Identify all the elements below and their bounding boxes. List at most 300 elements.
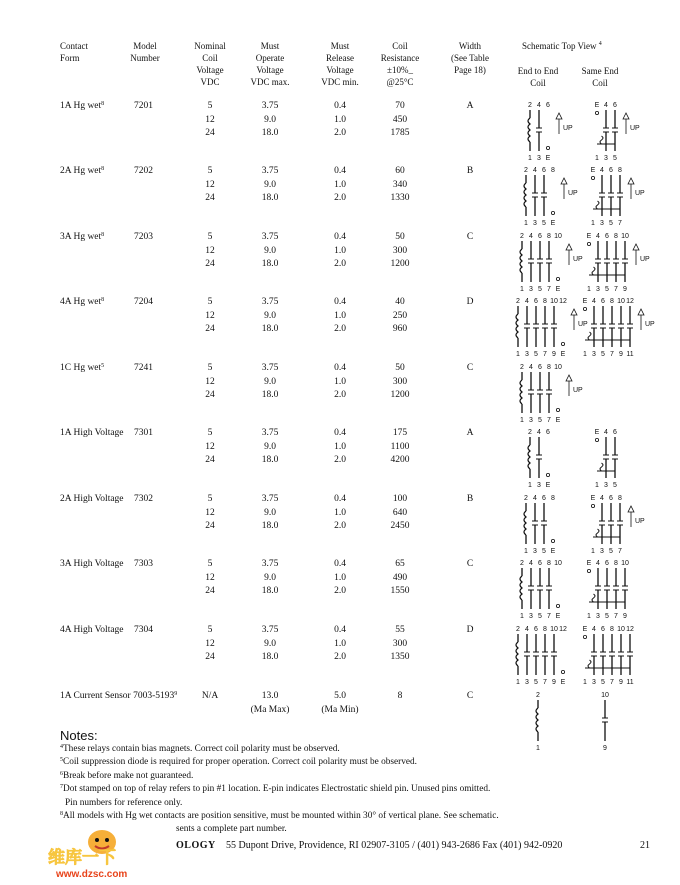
pin-label: 10: [617, 298, 625, 305]
note-number: 8: [60, 811, 63, 817]
release-voltage-cell: [310, 690, 370, 717]
nominal-voltage-cell-value: 12: [205, 179, 215, 190]
pin-label: E: [560, 351, 566, 358]
width-cell: [440, 296, 500, 310]
same-end-schematic: [587, 493, 649, 555]
pin-label: 11: [626, 679, 634, 686]
pin-label: 7: [610, 351, 614, 358]
pin-label: 3: [529, 286, 533, 293]
pin-label: 10: [550, 626, 558, 633]
release-voltage-cell: [310, 296, 370, 337]
pin-label: E: [550, 548, 556, 555]
width-cell: [440, 100, 500, 114]
coil-resistance-cell-value: 1100: [390, 441, 410, 452]
release-voltage-cell-value: 0.4: [334, 232, 346, 242]
note-text: These relays contain bias magnets. Correct coil polarity must be observed.: [63, 744, 340, 754]
coil-winding: [600, 136, 603, 144]
coil-resistance-header-line: Coil: [392, 41, 408, 51]
operate-voltage-cell: [240, 296, 300, 337]
model-number-cell-value: 7301: [134, 428, 153, 438]
footnote-ref: 8: [101, 297, 105, 303]
coil-resistance-cell: [370, 558, 430, 599]
release-voltage-cell-value: 2.0: [334, 586, 346, 596]
nominal-voltage-cell-value: 12: [205, 507, 215, 518]
coil-winding: [596, 201, 599, 209]
pin-label: 5: [609, 220, 613, 227]
coil-resistance-cell-value: 4200: [390, 455, 410, 465]
pin-label: 12: [626, 626, 634, 633]
up-arrow-icon: [571, 309, 577, 315]
pin-label: 1: [516, 679, 520, 686]
pin-label: 4: [533, 495, 537, 502]
contact-form-text: 1C Hg wet: [60, 363, 102, 373]
header-nominal-coil: [180, 40, 240, 88]
contact-form-cell: [60, 231, 104, 245]
pin-label: 8: [610, 298, 614, 305]
release-voltage-cell-value: 0.4: [334, 494, 346, 504]
model-number-cell-value: 7303: [134, 559, 153, 569]
width-cell: [440, 558, 500, 572]
nominal-voltage-cell-value: 24: [205, 324, 215, 334]
pin-label: 2: [520, 233, 524, 240]
width-header-line: Page 18): [454, 65, 486, 75]
nominal-voltage-cell-value: 5: [207, 101, 213, 111]
pin-label: 2: [528, 429, 532, 436]
nominal-voltage-cell: [180, 558, 240, 599]
release-voltage-cell-value: 0.4: [334, 166, 346, 176]
shield-pin-circle: [556, 277, 559, 280]
release-voltage-cell-value: 0.4: [334, 625, 346, 635]
end-to-end-schematic: [524, 427, 559, 489]
pin-label: E: [590, 495, 596, 502]
must-operate-header-line: Must: [260, 41, 280, 51]
contact-form-text: 1A Current Sensor 7003-5193: [60, 691, 175, 701]
width-cell-value: A: [466, 101, 474, 111]
same-end-schematic: [591, 100, 644, 162]
shield-pin-circle: [595, 111, 598, 114]
pin-label: 10: [621, 560, 629, 567]
width-cell-value: B: [466, 166, 474, 176]
pin-label: 3: [604, 155, 608, 162]
operate-voltage-cell-value: 18.0: [261, 521, 279, 531]
note-item: [176, 823, 287, 836]
pin-label: 7: [543, 679, 547, 686]
coil-winding: [596, 529, 599, 537]
width-cell: [440, 624, 500, 638]
up-label: UP: [635, 518, 645, 525]
operate-voltage-cell-value: 3.75: [261, 101, 279, 111]
nominal-voltage-cell: [180, 690, 240, 704]
pin-label: 3: [592, 351, 596, 358]
operate-voltage-cell-value: 3.75: [261, 297, 279, 307]
pin-label: 5: [613, 155, 617, 162]
nominal-voltage-cell: [180, 296, 240, 337]
nominal-coil-header-line: Nominal: [194, 41, 226, 51]
coil-resistance-cell: [370, 296, 430, 337]
pin-label: 7: [547, 286, 551, 293]
shield-pin-circle: [546, 146, 549, 149]
coil-resistance-cell-value: 250: [392, 310, 408, 321]
pin-label: 2: [536, 692, 540, 699]
up-label: UP: [563, 125, 573, 132]
pin-label: 6: [609, 495, 613, 502]
pin-label: 3: [604, 482, 608, 489]
nominal-voltage-cell: [180, 493, 240, 534]
width-cell: [440, 165, 500, 179]
pin-label: E: [555, 286, 561, 293]
pin-label: 5: [538, 286, 542, 293]
pin-label: 3: [596, 286, 600, 293]
pin-label: 5: [538, 417, 542, 424]
pin-label: 4: [529, 233, 533, 240]
pin-label: E: [555, 613, 561, 620]
release-voltage-cell-value: 1.0: [334, 310, 346, 321]
same-end-schematic: [579, 624, 641, 686]
operate-voltage-cell-value: 3.75: [261, 625, 279, 635]
up-arrow-icon: [638, 309, 644, 315]
pin-label: 2: [516, 298, 520, 305]
model-number-cell: [134, 165, 153, 179]
nominal-voltage-cell-value: 12: [205, 638, 215, 649]
nominal-coil-header-line: Voltage: [196, 65, 224, 75]
coil-resistance-cell-value: 175: [392, 428, 408, 438]
header-end-to-end: [508, 65, 568, 89]
footnote-ref: 5: [101, 363, 105, 369]
nominal-voltage-cell-value: 24: [205, 193, 215, 203]
release-voltage-cell-value: 1.0: [334, 638, 346, 649]
same-end-schematic: [583, 558, 636, 620]
pin-label: 8: [547, 233, 551, 240]
pin-label: 4: [604, 102, 608, 109]
pin-label: 3: [600, 220, 604, 227]
up-label: UP: [578, 321, 588, 328]
pin-label: 9: [552, 679, 556, 686]
pin-label: E: [586, 560, 592, 567]
width-cell: [440, 427, 500, 441]
operate-voltage-cell-value: 9.0: [264, 179, 276, 190]
width-cell: [440, 690, 500, 704]
coil-resistance-cell: [370, 624, 430, 665]
relay-schematic-e2e: [524, 427, 559, 489]
relay-schematic-e2e: [520, 493, 564, 555]
must-operate-header-line: Operate: [255, 53, 285, 63]
coil-winding: [528, 445, 530, 469]
shield-pin-circle: [551, 211, 554, 214]
operate-voltage-cell-value: 9.0: [264, 572, 276, 583]
pin-label: 4: [533, 167, 537, 174]
operate-voltage-cell-value: 18.0: [261, 586, 279, 596]
contact-form-header-line: Form: [60, 53, 80, 63]
coil-resistance-cell-value: 1785: [390, 128, 410, 138]
same-end-header-line: Same End: [581, 66, 619, 76]
operate-voltage-cell-value: 18.0: [261, 128, 279, 138]
contact-form-cell: [60, 624, 124, 638]
pin-label: 10: [617, 626, 625, 633]
coil-resistance-cell-value: 70: [395, 101, 405, 111]
coil-winding: [536, 708, 538, 732]
pin-label: 1: [587, 286, 591, 293]
operate-voltage-cell-value: 18.0: [261, 324, 279, 334]
nominal-voltage-cell-value: 24: [205, 521, 215, 531]
header-schematic-title: [522, 40, 602, 52]
pin-label: 2: [520, 560, 524, 567]
release-voltage-cell-value: 0.4: [334, 101, 346, 111]
pin-label: 4: [529, 364, 533, 371]
up-arrow-icon: [566, 244, 572, 250]
model-number-cell: [134, 427, 153, 441]
pin-label: 10: [601, 692, 609, 699]
nominal-voltage-cell-value: 24: [205, 259, 215, 269]
pin-label: E: [582, 626, 588, 633]
coil-resistance-cell-value: 300: [392, 245, 408, 256]
must-operate-header-line: VDC max.: [250, 77, 290, 87]
model-number-header-line: Number: [130, 53, 160, 63]
coil-resistance-cell: [370, 690, 430, 704]
note-text: Break before make not guaranteed.: [63, 770, 194, 781]
pin-label: E: [560, 679, 566, 686]
operate-voltage-cell-value: 18.0: [261, 652, 279, 662]
shield-pin-circle: [561, 670, 564, 673]
width-cell-value: A: [466, 428, 474, 438]
pin-label: 4: [537, 429, 541, 436]
coil-resistance-cell-value: 50: [395, 232, 405, 242]
relay-schematic-same: [583, 558, 636, 620]
note-number: 7: [60, 784, 63, 791]
model-number-cell-value: 7204: [134, 297, 153, 307]
coil-resistance-header-line: @25°C: [386, 77, 414, 87]
header-must-operate: [240, 40, 300, 88]
up-label: UP: [568, 190, 578, 197]
relay-schematic-e2e: [516, 231, 587, 293]
pin-label: 12: [559, 626, 567, 633]
width-cell: [440, 231, 500, 245]
header-model-number: [120, 40, 170, 64]
pin-label: 7: [614, 286, 618, 293]
coil-resistance-cell-value: 300: [392, 376, 408, 387]
width-cell-value: D: [466, 625, 474, 635]
pin-label: 3: [525, 351, 529, 358]
coil-resistance-header-line: ±10%_: [387, 65, 413, 75]
coil-winding: [588, 660, 591, 668]
release-voltage-cell-value: 0.4: [334, 559, 346, 569]
note-item: [60, 783, 490, 796]
relay-schematic-same: [579, 624, 641, 686]
operate-voltage-cell-value: 3.75: [261, 166, 279, 176]
operate-voltage-cell-value: 3.75: [261, 494, 279, 504]
pin-label: 12: [559, 298, 567, 305]
pin-label: E: [594, 102, 600, 109]
release-voltage-cell-value: 2.0: [334, 652, 346, 662]
coil-resistance-cell-value: 300: [392, 638, 408, 649]
same-end-schematic: [591, 427, 626, 489]
operate-voltage-cell-value: 9.0: [264, 441, 276, 452]
pin-label: 1: [583, 679, 587, 686]
pin-label: 6: [546, 102, 550, 109]
pin-label: E: [582, 298, 588, 305]
shield-pin-circle: [546, 473, 549, 476]
nominal-voltage-cell-value: 12: [205, 376, 215, 387]
pin-label: 12: [626, 298, 634, 305]
contact-form-cell: [60, 100, 104, 114]
end-to-end-schematic: [516, 362, 587, 424]
coil-resistance-cell: [370, 231, 430, 272]
pin-label: 1: [524, 220, 528, 227]
note-text: Dot stamped on top of relay refers to pin #1 location. E-pin indicates Electrostatic shield pin. Unused pins omitted.: [63, 784, 491, 795]
nominal-voltage-cell-value: N/A: [201, 691, 219, 701]
coil-winding: [524, 511, 526, 535]
pin-label: 1: [520, 286, 524, 293]
pin-label: 7: [618, 548, 622, 555]
pin-label: 10: [554, 364, 562, 371]
operate-voltage-cell-value: 18.0: [261, 259, 279, 269]
nominal-voltage-cell-value: 12: [205, 572, 215, 583]
release-voltage-cell-value: 0.4: [334, 297, 346, 307]
pin-label: 1: [595, 482, 599, 489]
relay-schematic-e2e: [520, 165, 582, 227]
watermark-brand-text: 维库一下: [48, 848, 116, 868]
note-item: [60, 770, 193, 783]
shield-pin-circle: [583, 635, 586, 638]
contact-form-cell: [60, 427, 124, 441]
pin-label: 5: [601, 679, 605, 686]
up-label: UP: [573, 256, 583, 263]
note-number: 5: [60, 757, 63, 764]
end-to-end-schematic: [532, 690, 549, 752]
pin-label: 10: [621, 233, 629, 240]
pin-label: 8: [618, 495, 622, 502]
operate-voltage-cell-value: 9.0: [264, 245, 276, 256]
up-arrow-icon: [628, 506, 634, 512]
coil-resistance-cell-value: 50: [395, 363, 405, 373]
pin-label: E: [590, 167, 596, 174]
pin-label: 3: [596, 613, 600, 620]
nominal-voltage-cell-value: 5: [207, 494, 213, 504]
release-voltage-cell-value: 1.0: [334, 114, 346, 125]
contact-form-cell: [60, 690, 177, 704]
pin-label: 6: [609, 167, 613, 174]
pin-label: 3: [533, 548, 537, 555]
pin-label: 8: [614, 233, 618, 240]
operate-voltage-cell-value: 9.0: [264, 638, 276, 649]
contact-form-header-line: Contact: [60, 41, 88, 51]
contact-form-cell: [60, 296, 104, 310]
pin-label: 2: [524, 167, 528, 174]
coil-winding: [516, 642, 518, 666]
coil-winding: [520, 249, 522, 273]
coil-winding: [588, 332, 591, 340]
coil-resistance-cell: [370, 362, 430, 403]
same-end-header-line: Coil: [592, 78, 608, 88]
pin-label: 3: [529, 613, 533, 620]
coil-resistance-cell-value: 450: [392, 114, 408, 125]
width-cell-value: C: [466, 691, 474, 701]
pin-label: 4: [525, 626, 529, 633]
up-label: UP: [640, 256, 650, 263]
pin-label: E: [545, 155, 551, 162]
operate-voltage-cell-value: 3.75: [261, 232, 279, 242]
pin-label: 7: [547, 613, 551, 620]
pin-label: 1: [583, 351, 587, 358]
pin-label: 10: [554, 233, 562, 240]
nominal-voltage-cell: [180, 165, 240, 206]
coil-resistance-cell-value: 100: [392, 494, 408, 504]
width-cell: [440, 493, 500, 507]
same-end-schematic: [583, 231, 654, 293]
same-end-schematic: [587, 165, 649, 227]
note-item: [60, 756, 417, 769]
operate-voltage-cell-value: 9.0: [264, 114, 276, 125]
shield-pin-circle: [556, 604, 559, 607]
pin-label: 2: [528, 102, 532, 109]
release-voltage-cell-value: 2.0: [334, 390, 346, 400]
pin-label: 9: [552, 351, 556, 358]
release-voltage-cell: [310, 624, 370, 665]
pin-label: 5: [605, 286, 609, 293]
up-arrow-icon: [623, 113, 629, 119]
pin-label: 6: [542, 167, 546, 174]
contact-form-cell: [60, 165, 104, 179]
relay-schematic-same: [579, 296, 659, 358]
footer-company: OLOGY: [176, 840, 216, 851]
model-number-cell: [134, 231, 153, 245]
up-arrow-icon: [566, 375, 572, 381]
up-arrow-icon: [556, 113, 562, 119]
pin-label: 3: [600, 548, 604, 555]
same-end-schematic: [579, 296, 659, 358]
coil-winding: [592, 267, 595, 275]
must-release-header-line: Release: [326, 53, 354, 63]
nominal-voltage-cell: [180, 624, 240, 665]
up-arrow-icon: [628, 178, 634, 184]
operate-voltage-cell-value: 9.0: [264, 376, 276, 387]
end-to-end-header-line: Coil: [530, 78, 546, 88]
end-to-end-schematic: [520, 165, 582, 227]
coil-resistance-cell: [370, 427, 430, 468]
release-voltage-cell-value: (Ma Min): [321, 704, 359, 715]
nominal-voltage-cell: [180, 427, 240, 468]
coil-resistance-cell-value: 8: [397, 691, 403, 701]
operate-voltage-cell: [240, 493, 300, 534]
pin-label: 3: [537, 155, 541, 162]
operate-voltage-cell-value: 18.0: [261, 193, 279, 203]
coil-resistance-cell: [370, 100, 430, 141]
nominal-voltage-cell-value: 5: [207, 297, 213, 307]
nominal-coil-header-line: Coil: [202, 53, 218, 63]
pin-label: 4: [537, 102, 541, 109]
operate-voltage-cell: [240, 231, 300, 272]
pin-label: 3: [592, 679, 596, 686]
operate-voltage-cell-value: 9.0: [264, 310, 276, 321]
pin-label: 1: [520, 417, 524, 424]
coil-winding: [520, 576, 522, 600]
pin-label: E: [545, 482, 551, 489]
must-operate-header-line: Voltage: [256, 65, 284, 75]
pin-label: 6: [601, 298, 605, 305]
release-voltage-cell-value: 2.0: [334, 259, 346, 269]
up-label: UP: [573, 387, 583, 394]
coil-resistance-cell-value: 1350: [390, 652, 410, 662]
pin-label: 6: [538, 364, 542, 371]
nominal-voltage-cell-value: 24: [205, 390, 215, 400]
contact-form-text: 2A Hg wet: [60, 166, 102, 176]
release-voltage-cell: [310, 231, 370, 272]
contact-form-text: 4A High Voltage: [60, 625, 124, 635]
coil-resistance-cell-value: 60: [395, 166, 405, 176]
coil-resistance-cell-value: 55: [395, 625, 405, 635]
must-release-header-line: Must: [330, 41, 350, 51]
operate-voltage-cell-value: 3.75: [261, 363, 279, 373]
pin-label: 7: [547, 417, 551, 424]
